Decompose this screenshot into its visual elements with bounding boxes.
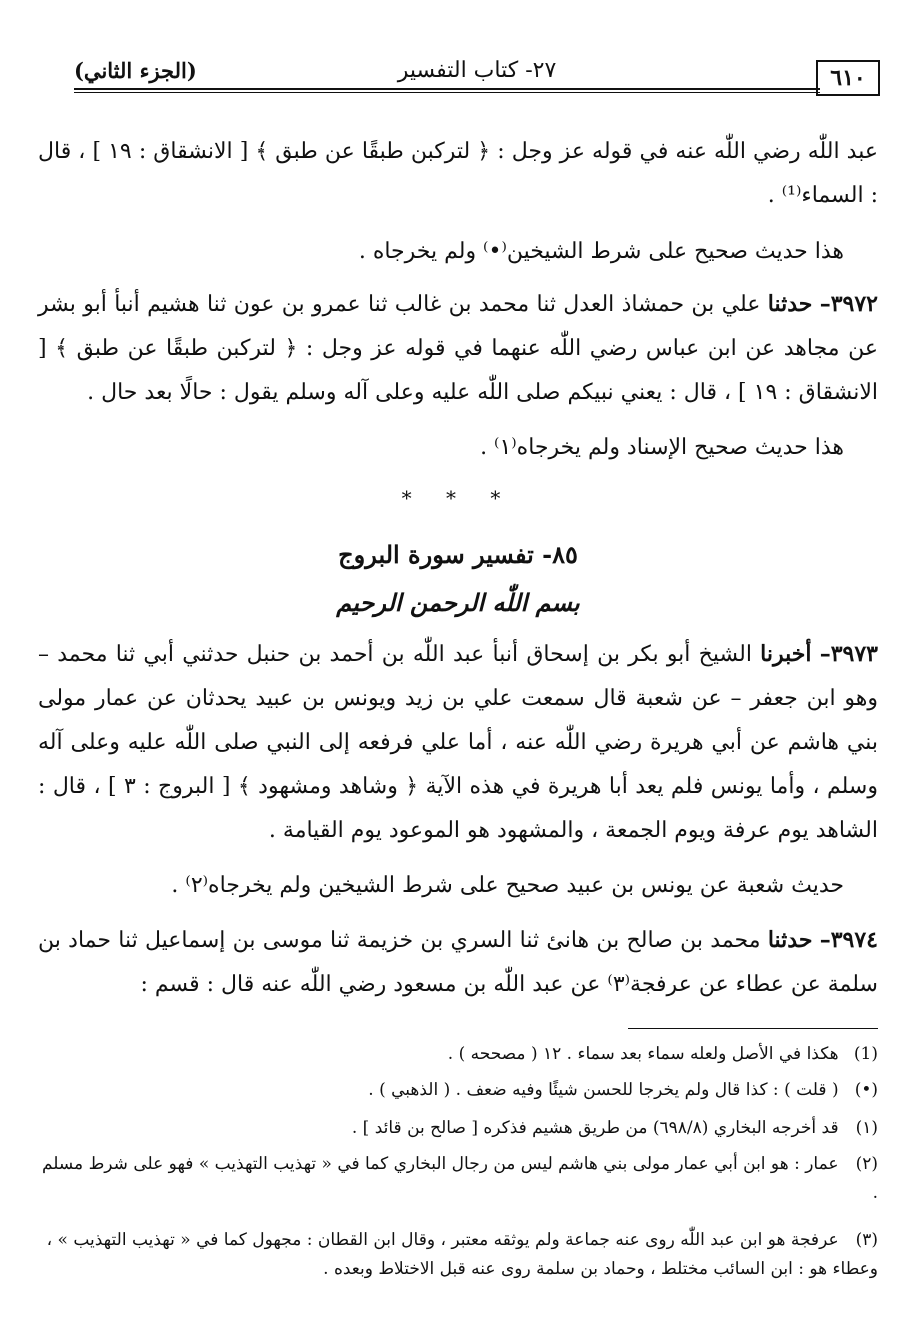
footnote-text: ( قلت ) : كذا قال ولم يخرجا للحسن شيئًا وفيه ضعف . ( الذهبي ) . bbox=[368, 1080, 839, 1100]
hadith-text: الشيخ أبو بكر بن إسحاق أنبأ عبد اللّٰه بن أحمد بن حنبل حدثني أبي ثنا محمد – وهو ابن جعفر – عن شعبة قال سمعت علي بن زيد ويونس بن عبيد يحدثان عن عمار مولى بني هاشم عن أبي هريرة رضي اللّٰه عنه ، أما علي فرفعه إلى النبي صلى اللّٰه عليه وعلى آله وسلم ، وأما يونس فلم يعد أبا هريرة في هذه الآية ﴿ وشاهد ومشهود ﴾ [ البروج : ٣ ] ، قال : الشاهد يوم عرفة ويوم الجمعة ، والمشهود هو الموعود يوم القيامة . bbox=[38, 642, 878, 843]
paragraph-grading-1: هذا حديث صحيح على شرط الشيخين⁽•⁾ ولم يخرجاه . bbox=[358, 239, 844, 264]
hadith-3974 bbox=[38, 918, 878, 1007]
hadith-keyword: أخبرنا bbox=[760, 641, 812, 667]
footnote-mark: (١) bbox=[855, 1118, 878, 1138]
basmala: بسم اللّٰه الرحمن الرحيم bbox=[336, 588, 580, 617]
footnote-text: قد أخرجه البخاري (٦٩٨/٨) من طريق هشيم فذكره [ صالح بن قائد ] . bbox=[351, 1118, 839, 1138]
footnote-text: هكذا في الأصل ولعله سماء بعد سماء . ١٢ ( مصححه ) . bbox=[447, 1044, 839, 1064]
volume-part: (الجزء الثاني) bbox=[74, 58, 197, 83]
header-rule-thin bbox=[74, 92, 820, 93]
hadith-keyword: حدثنا bbox=[767, 291, 813, 317]
footnote-2 bbox=[38, 1076, 878, 1105]
footnote-mark: (•) bbox=[854, 1080, 878, 1100]
footnote-5 bbox=[38, 1226, 878, 1284]
chapter-title: ٢٧- كتاب التفسير bbox=[397, 58, 557, 83]
paragraph-continuation: عبد اللّٰه رضي اللّٰه عنه في قوله عز وجل : ﴿ لتركبن طبقًا عن طبق ﴾ [ الانشقاق : ١٩ ] ، قال : السماء⁽¹⁾ . bbox=[38, 139, 878, 208]
hadith-number: ٣٩٧٢– bbox=[819, 291, 878, 317]
footnote-mark: (1) bbox=[853, 1044, 878, 1064]
hadith-3973 bbox=[38, 632, 878, 853]
sura-heading: ٨٥- تفسير سورة البروج bbox=[338, 540, 578, 569]
hadith-text: علي بن حمشاذ العدل ثنا محمد بن غالب ثنا عمرو بن عون ثنا هشيم أنبأ أبو بشر عن مجاهد عن ابن عباس رضي اللّٰه عنهما في قوله عز وجل : ﴿ لتركبن طبقًا عن طبق ﴾ [ الانشقاق : ١٩ ] ، قال : يعني نبيكم صلى اللّٰه عليه وعلى آله وسلم يقول : حالًا بعد حال . bbox=[38, 292, 878, 405]
footnote-mark: (٣) bbox=[855, 1230, 878, 1250]
paragraph-grading-2: هذا حديث صحيح الإسناد ولم يخرجاه⁽١⁾ . bbox=[480, 435, 844, 460]
footnote-1 bbox=[38, 1040, 878, 1069]
section-divider-stars: * * * bbox=[401, 486, 515, 510]
footnote-text: عمار : هو ابن أبي عمار مولى بني هاشم ليس من رجال البخاري كما في « تهذيب التهذيب » فهو على شرط مسلم . bbox=[41, 1154, 878, 1203]
page-number: ٦١٠ bbox=[830, 65, 866, 91]
hadith-number: ٣٩٧٣– bbox=[819, 641, 878, 667]
footnote-3 bbox=[38, 1114, 878, 1143]
footnote-4 bbox=[38, 1150, 878, 1208]
hadith-text: محمد بن صالح بن هانئ ثنا السري بن خزيمة ثنا موسى بن إسماعيل ثنا حماد بن سلمة عن عطاء عن عرفجة⁽٣⁾ عن عبد اللّٰه بن مسعود رضي اللّٰه عنه قال : قسم : bbox=[38, 928, 878, 997]
header-rule bbox=[74, 88, 820, 90]
paragraph-grading-3: حديث شعبة عن يونس بن عبيد صحيح على شرط الشيخين ولم يخرجاه⁽٢⁾ . bbox=[171, 873, 844, 898]
hadith-number: ٣٩٧٤– bbox=[819, 927, 878, 953]
hadith-keyword: حدثنا bbox=[767, 927, 813, 953]
footnote-text: عرفجة هو ابن عبد اللّٰه روى عنه جماعة ولم يوثقه معتبر ، وقال ابن القطان : مجهول كما في « تهذيب التهذيب » ، وعطاء هو : ابن السائب مختلط ، وحماد بن سلمة روى عنه قبل الاختلاط وبعده . bbox=[46, 1230, 878, 1279]
footnote-separator bbox=[628, 1028, 878, 1029]
footnote-mark: (٢) bbox=[855, 1154, 878, 1174]
hadith-3972 bbox=[38, 282, 878, 415]
page-header bbox=[74, 52, 880, 96]
